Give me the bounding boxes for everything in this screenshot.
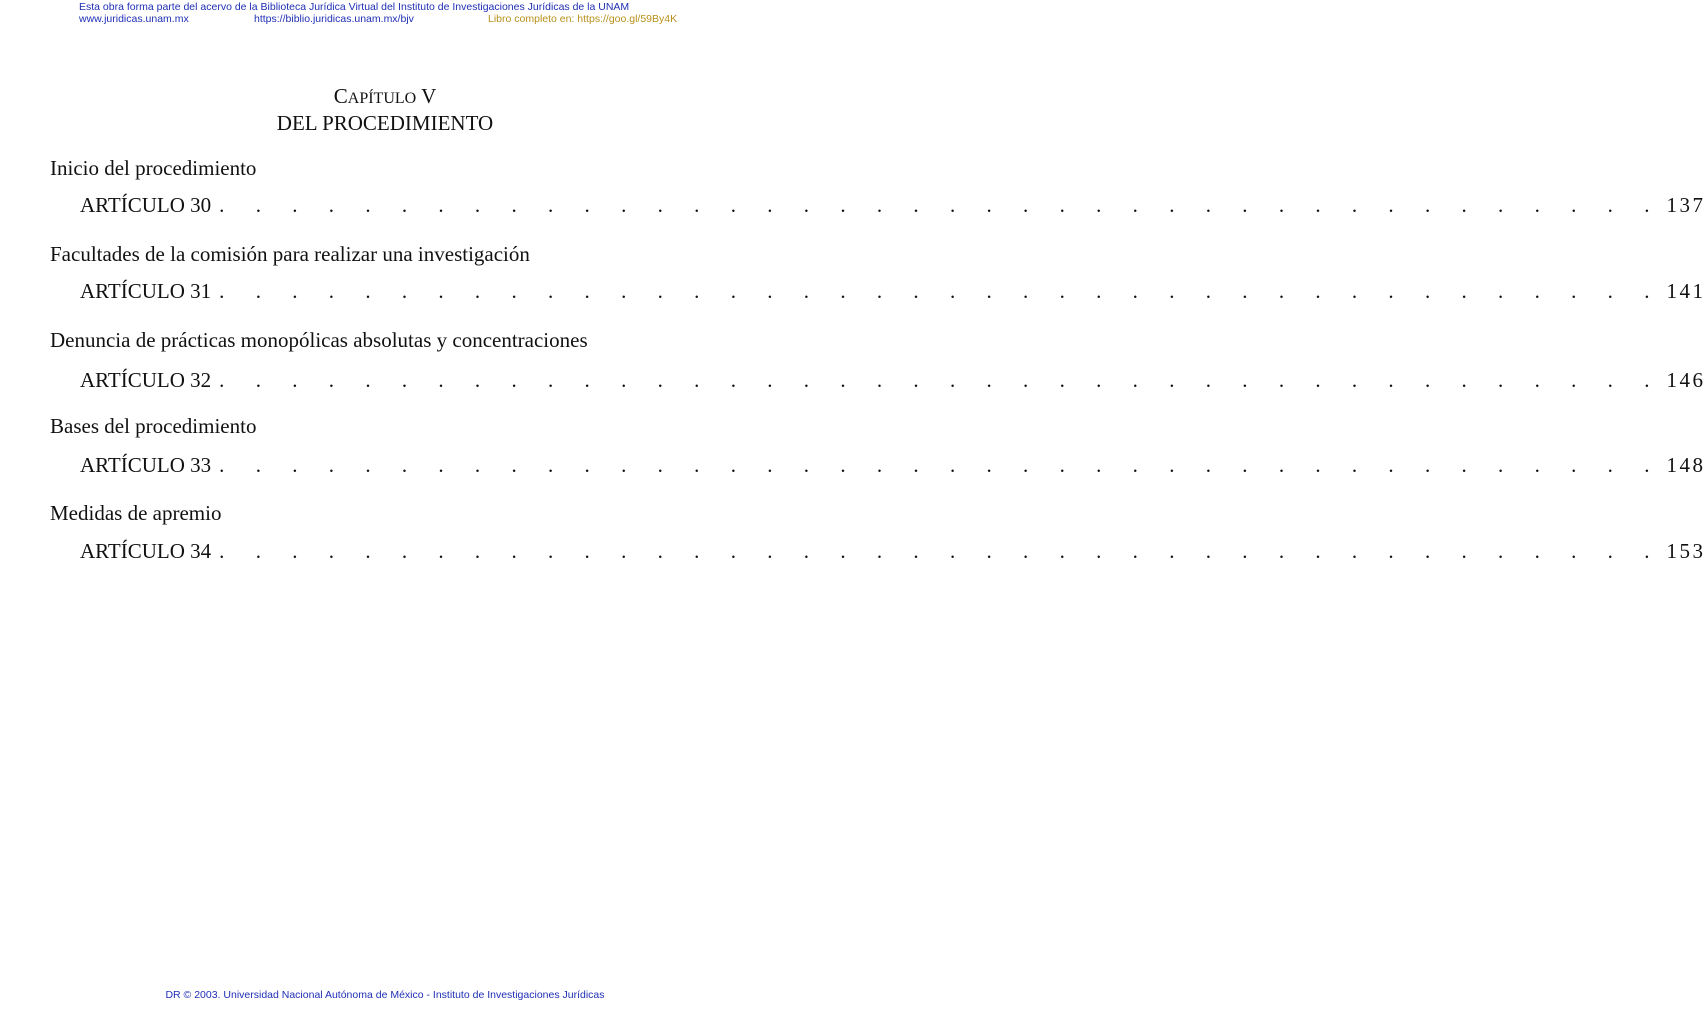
toc-entry[interactable] [80,279,1706,305]
toc-entry[interactable] [80,193,1706,219]
toc-entry[interactable] [80,453,1706,479]
toc-dot-leader: . . . . . . . . . . . . . . . . . . . . . . . . . . . . . . . . . . . . . . . . [219,193,1663,217]
header-bjv-link[interactable]: https://biblio.juridicas.unam.mx/bjv [254,13,414,25]
toc-entry[interactable] [80,368,1706,394]
section-title: Denuncia de prácticas monopólicas absolutas y concentraciones [50,328,588,352]
chapter-heading [0,84,770,135]
toc-dot-leader: . . . . . . . . . . . . . . . . . . . . . . . . . . . . . . . . . . . . . . . . [219,279,1663,303]
chapter-label-rest: APÍTULO [347,90,417,107]
page-footer: DR © 2003. Universidad Nacional Autónoma de México - Instituto de Investigaciones Jurídicas [165,989,605,1001]
header-collection-notice: Esta obra forma parte del acervo de la Biblioteca Jurídica Virtual del Instituto de Investigaciones Jurídicas de la UNAM [79,1,630,13]
toc-page-number: 148 [1666,453,1706,477]
section-title: Facultades de la comisión para realizar una investigación [50,242,530,266]
toc-page-number: 146 [1666,368,1706,392]
toc-dot-leader: . . . . . . . . . . . . . . . . . . . . . . . . . . . . . . . . . . . . . . . . [219,539,1663,563]
toc-page-number: 141 [1666,279,1706,303]
header-full-book-link[interactable]: Libro completo en: https://goo.gl/59By4K [488,13,678,25]
chapter-numeral: V [421,84,437,108]
chapter-label [0,84,770,111]
toc-entry[interactable] [80,539,1706,565]
header-site-link[interactable]: www.juridicas.unam.mx [79,13,189,25]
toc-dot-leader: . . . . . . . . . . . . . . . . . . . . . . . . . . . . . . . . . . . . . . . . [219,453,1663,477]
toc-article-label: ARTÍCULO 34 [80,539,212,563]
section-title: Bases del procedimiento [50,414,257,438]
toc-article-label: ARTÍCULO 33 [80,453,212,477]
toc-article-label: ARTÍCULO 32 [80,368,212,392]
toc-page-number: 153 [1666,539,1706,563]
chapter-label-initial: C [333,84,348,108]
section-title: Inicio del procedimiento [50,156,257,180]
section-title: Medidas de apremio [50,501,222,525]
toc-article-label: ARTÍCULO 30 [80,193,212,217]
chapter-title: DEL PROCEDIMIENTO [276,111,494,135]
toc-dot-leader: . . . . . . . . . . . . . . . . . . . . . . . . . . . . . . . . . . . . . . . . [219,368,1663,392]
toc-page-number: 137 [1666,193,1706,217]
toc-article-label: ARTÍCULO 31 [80,279,212,303]
